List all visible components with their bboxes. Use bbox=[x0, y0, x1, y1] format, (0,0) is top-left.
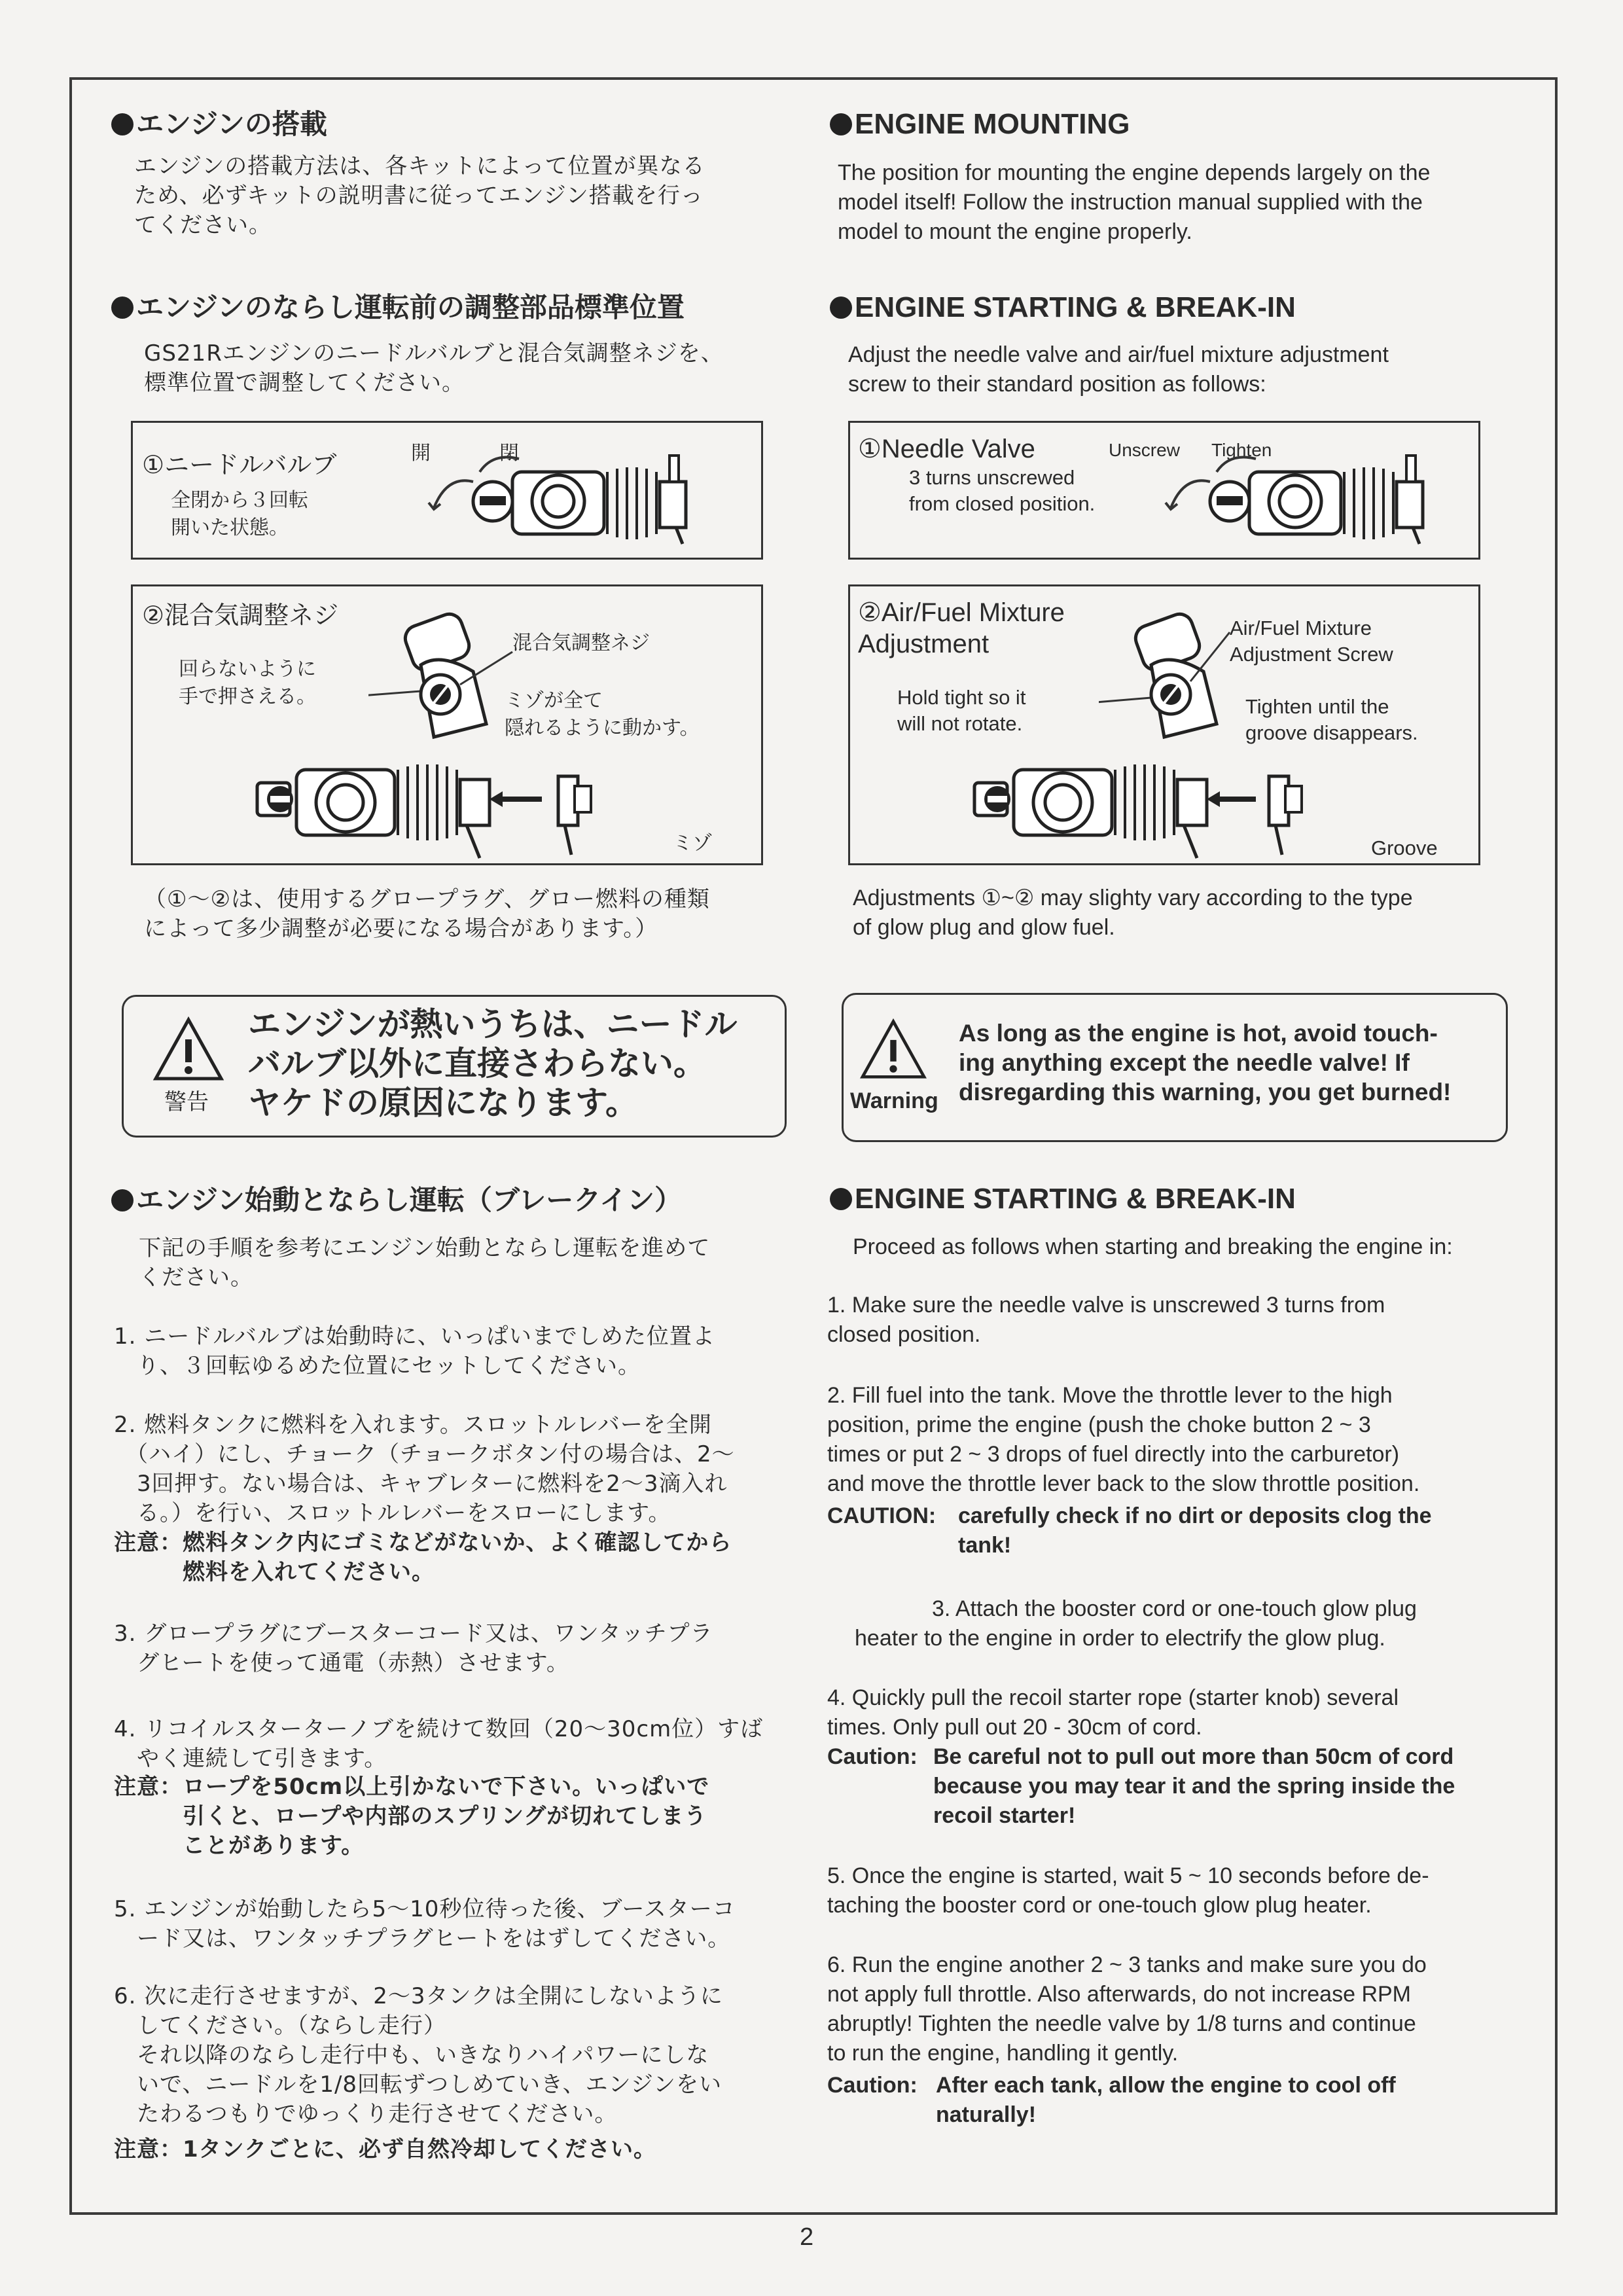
jp-close-label: 閉 bbox=[499, 442, 519, 465]
jp-mix-hold: 回らないように 手で押さえる。 bbox=[179, 658, 316, 708]
en-step-4: 4. Quickly pull the recoil starter rope (starter knob) several times. Only pull out 20 - 30cm of cord. bbox=[827, 1685, 1399, 1740]
jp-step-5: 5. エンジンが始動したら5〜10秒位待った後、ブースターコ ード又は、ワンタッチプラグヒートをはずしてください。 bbox=[114, 1896, 736, 1952]
en-caution-4: Be careful not to pull out more than 50cm of cord because you may tear it and the spring inside the recoil starter! bbox=[933, 1744, 1455, 1828]
jp-start-title: エンジン始動とならし運転（ブレークイン） bbox=[111, 1183, 682, 1217]
en-needle-label: ①Needle Valve bbox=[858, 435, 1035, 463]
jp-mounting-title: エンジンの搭載 bbox=[111, 107, 327, 141]
en-groove: Groove bbox=[1371, 836, 1438, 859]
warning-triangle-icon bbox=[152, 1016, 224, 1082]
en-mix-tighten: Tighten until the groove disappears. bbox=[1245, 695, 1418, 744]
jp-warning-label: 警告 bbox=[164, 1089, 209, 1115]
jp-caution-2: 注意：燃料タンク内にゴミなどがないか、よく確認してから 燃料を入れてください。 bbox=[114, 1530, 732, 1585]
bullet-icon bbox=[830, 296, 852, 319]
jp-mixture-box bbox=[131, 584, 763, 865]
jp-warning-box bbox=[122, 995, 787, 1138]
mixture-screw-carburetor-icon bbox=[1099, 600, 1256, 744]
jp-mix-groove-move: ミゾが全て 隠れるように動かす。 bbox=[505, 689, 700, 740]
jp-mounting-body: エンジンの搭載方法は、各キットによって位置が異なる ため、必ずキットの説明書に従ってエンジン搭載を行っ てください。 bbox=[134, 153, 705, 238]
en-start-intro: Proceed as follows when starting and breaking the engine in: bbox=[853, 1234, 1453, 1259]
jp-open-label: 開 bbox=[411, 442, 431, 465]
page-number: 2 bbox=[800, 2223, 814, 2251]
bullet-icon bbox=[111, 296, 134, 319]
en-caution-2-label: CAUTION: bbox=[827, 1503, 936, 1528]
bullet-icon bbox=[830, 113, 852, 135]
jp-needle-desc: 全閉から３回転 開いた状態。 bbox=[171, 489, 308, 539]
en-preset-title: ENGINE STARTING & BREAK-IN bbox=[830, 291, 1296, 325]
en-mounting-title: ENGINE MOUNTING bbox=[830, 107, 1130, 141]
bullet-icon bbox=[111, 1189, 134, 1211]
jp-groove: ミゾ bbox=[673, 832, 712, 855]
en-step-6: 6. Run the engine another 2 ~ 3 tanks and make sure you do not apply full throttle. Also afterwards, do not increase RPM abruptly! Tighten the needle valve by 1/8 turns and continue to run the engine, handling it gently. bbox=[827, 1952, 1427, 2066]
needle-valve-engine-icon bbox=[421, 436, 735, 547]
jp-adjust-note: （①〜②は、使用するグロープラグ、グロー燃料の種類 によって多少調整が必要になる場合があります。） bbox=[144, 886, 710, 942]
en-warning-label: Warning bbox=[850, 1088, 938, 1113]
mixture-engine-icon bbox=[251, 750, 748, 861]
en-needle-valve-box bbox=[848, 421, 1480, 560]
jp-preset-title: エンジンのならし運転前の調整部品標準位置 bbox=[111, 291, 685, 325]
en-warning-box bbox=[842, 993, 1508, 1142]
jp-warning-text: エンジンが熱いうちは、ニードル バルブ以外に直接さわらない。 ヤケドの原因になります。 bbox=[248, 1005, 738, 1122]
en-step-2: 2. Fill fuel into the tank. Move the throttle lever to the high position, prime the engine (push the choke button 2 ~ 3 times or put 2 ~ 3 drops of fuel directly into the carburetor) and move the throttle lever back to the slow throttle position. bbox=[827, 1383, 1420, 1496]
en-mix-screw: Air/Fuel Mixture Adjustment Screw bbox=[1230, 617, 1393, 666]
en-start-title: ENGINE STARTING & BREAK-IN bbox=[830, 1182, 1296, 1216]
mixture-screw-carburetor-icon bbox=[368, 600, 539, 744]
mixture-engine-icon bbox=[968, 750, 1465, 861]
jp-needle-label: ①ニードルバルブ bbox=[142, 450, 337, 479]
en-step-5: 5. Once the engine is started, wait 5 ~ 10 seconds before de- taching the booster cord or one-touch glow plug heater. bbox=[827, 1863, 1429, 1918]
en-warning-text: As long as the engine is hot, avoid touch- ing anything except the needle valve! If disregarding this warning, you get burned! bbox=[959, 1020, 1452, 1105]
en-preset-body: Adjust the needle valve and air/fuel mixture adjustment screw to their standard position as follows: bbox=[848, 342, 1389, 397]
en-unscrew-label: Unscrew bbox=[1109, 440, 1180, 460]
en-step-1: 1. Make sure the needle valve is unscrewed 3 turns from closed position. bbox=[827, 1293, 1385, 1347]
jp-step-6: 6. 次に走行させますが、2〜3タンクは全開にしないように してください。（ならし走行） それ以降のならし走行中も、いきなりハイパワーにしな いで、ニードルを1/8回転ずつしめていき、エンジンをい たわるつもりでゆっくり走行させてください。 bbox=[114, 1983, 723, 2127]
en-adjust-note: Adjustments ①~② may slighty vary according to the type of glow plug and glow fuel. bbox=[853, 886, 1413, 940]
en-caution-4-label: Caution: bbox=[827, 1744, 918, 1769]
jp-needle-valve-box bbox=[131, 421, 763, 560]
jp-mix-label: ②混合気調整ネジ bbox=[142, 601, 339, 630]
en-mixture-box bbox=[848, 584, 1480, 865]
warning-triangle-icon bbox=[859, 1018, 927, 1080]
jp-step-1: 1. ニードルバルブは始動時に、いっぱいまでしめた位置よ り、３回転ゆるめた位置にセットしてください。 bbox=[114, 1323, 715, 1379]
needle-valve-engine-icon bbox=[1158, 436, 1472, 547]
jp-caution-4: 注意：ロープを50cm以上引かないで下さい。いっぱいで 引くと、ロープや内部のスプリングが切れてしまう ことがあります。 bbox=[114, 1774, 710, 1859]
en-needle-desc: 3 turns unscrewed from closed position. bbox=[909, 466, 1096, 515]
en-caution-2: carefully check if no dirt or deposits clog the tank! bbox=[958, 1503, 1432, 1558]
en-caution-6-label: Caution: bbox=[827, 2073, 918, 2098]
bullet-icon bbox=[111, 113, 134, 135]
jp-step-3: 3. グロープラグにブースターコード又は、ワンタッチプラ グヒートを使って通電（赤熱）させます。 bbox=[114, 1621, 713, 1676]
en-tighten-label: Tighten bbox=[1211, 440, 1272, 460]
jp-caution-6: 注意：1タンクごとに、必ず自然冷却してください。 bbox=[114, 2136, 656, 2162]
jp-step-2: 2. 燃料タンクに燃料を入れます。スロットルレバーを全開 （ハイ）にし、チョーク（チョークボタン付の場合は、2〜 3回押す。ない場合は、キャブレターに燃料を2〜3滴入れ る。）を行い、スロットルレバーをスローにします。 bbox=[114, 1412, 735, 1526]
en-mix-hold: Hold tight so it will not rotate. bbox=[897, 686, 1026, 735]
jp-preset-body: GS21Rエンジンのニードルバルブと混合気調整ネジを、 標準位置で調整してください。 bbox=[144, 340, 724, 396]
en-mounting-body: The position for mounting the engine depends largely on the model itself! Follow the instruction manual supplied with the model to mount the engine properly. bbox=[838, 160, 1431, 244]
en-step-3: 3. Attach the booster cord or one-touch glow plug heater to the engine in order to electrify the glow plug. bbox=[855, 1596, 1417, 1651]
jp-start-intro: 下記の手順を参考にエンジン始動とならし運転を進めて ください。 bbox=[139, 1235, 711, 1291]
en-mix-label: ②Air/Fuel Mixture Adjustment bbox=[858, 598, 1065, 658]
jp-step-4: 4. リコイルスターターノブを続けて数回（20〜30cm位）すば やく連続して引きます。 bbox=[114, 1716, 764, 1772]
jp-mix-screw: 混合気調整ネジ bbox=[512, 632, 650, 655]
en-caution-6: After each tank, allow the engine to cool off naturally! bbox=[936, 2073, 1396, 2127]
bullet-icon bbox=[830, 1188, 852, 1210]
